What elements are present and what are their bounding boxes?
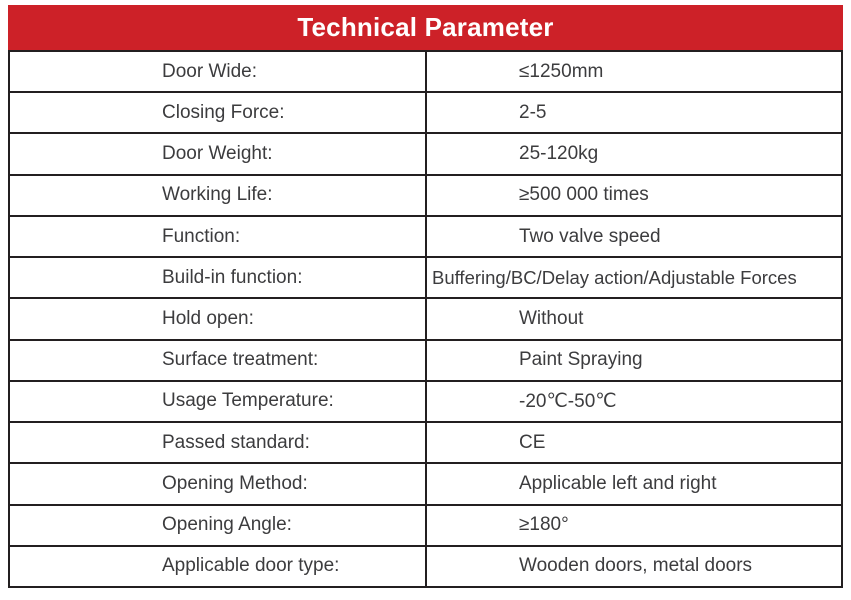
table-row: [10, 339, 841, 380]
table-header: [8, 5, 843, 50]
row-label: Function:: [10, 217, 427, 256]
row-value: -20℃-50℃: [519, 390, 617, 412]
table-row: [10, 132, 841, 173]
row-label: Door Weight:: [10, 134, 427, 173]
table-row: [10, 504, 841, 545]
row-label: Usage Temperature:: [10, 382, 427, 421]
row-label: Build-in function:: [10, 258, 427, 297]
table-row: [10, 256, 841, 297]
row-value: ≥180°: [519, 514, 569, 536]
row-value: ≥500 000 times: [519, 184, 649, 206]
technical-parameter-table: [8, 5, 843, 588]
row-label: Opening Method:: [10, 464, 427, 503]
table-body: [8, 50, 843, 588]
table-row: [10, 421, 841, 462]
row-label: Hold open:: [10, 299, 427, 338]
row-value: CE: [519, 431, 546, 453]
row-value: Two valve speed: [519, 225, 661, 247]
table-row: [10, 52, 841, 91]
table-row: [10, 215, 841, 256]
table-row: [10, 462, 841, 503]
table-row: [10, 91, 841, 132]
row-label: Working Life:: [10, 176, 427, 215]
table-row: [10, 380, 841, 421]
table-row: [10, 297, 841, 338]
row-label: Applicable door type:: [10, 547, 427, 586]
row-value: Applicable left and right: [519, 472, 717, 494]
row-value: 2-5: [519, 101, 547, 123]
row-label: Surface treatment:: [10, 341, 427, 380]
table-row: [10, 174, 841, 215]
row-value: Paint Spraying: [519, 349, 643, 371]
row-value: Wooden doors, metal doors: [519, 555, 753, 577]
row-label: Door Wide:: [10, 52, 427, 91]
row-label: Passed standard:: [10, 423, 427, 462]
row-value: 25-120kg: [519, 143, 599, 165]
row-value: ≤1250mm: [519, 60, 604, 82]
page-title: Technical Parameter: [297, 12, 554, 42]
row-label: Closing Force:: [10, 93, 427, 132]
row-label: Opening Angle:: [10, 506, 427, 545]
row-value: Without: [519, 308, 584, 330]
row-value: Buffering/BC/Delay action/Adjustable Forces: [432, 266, 797, 288]
table-row: [10, 545, 841, 586]
